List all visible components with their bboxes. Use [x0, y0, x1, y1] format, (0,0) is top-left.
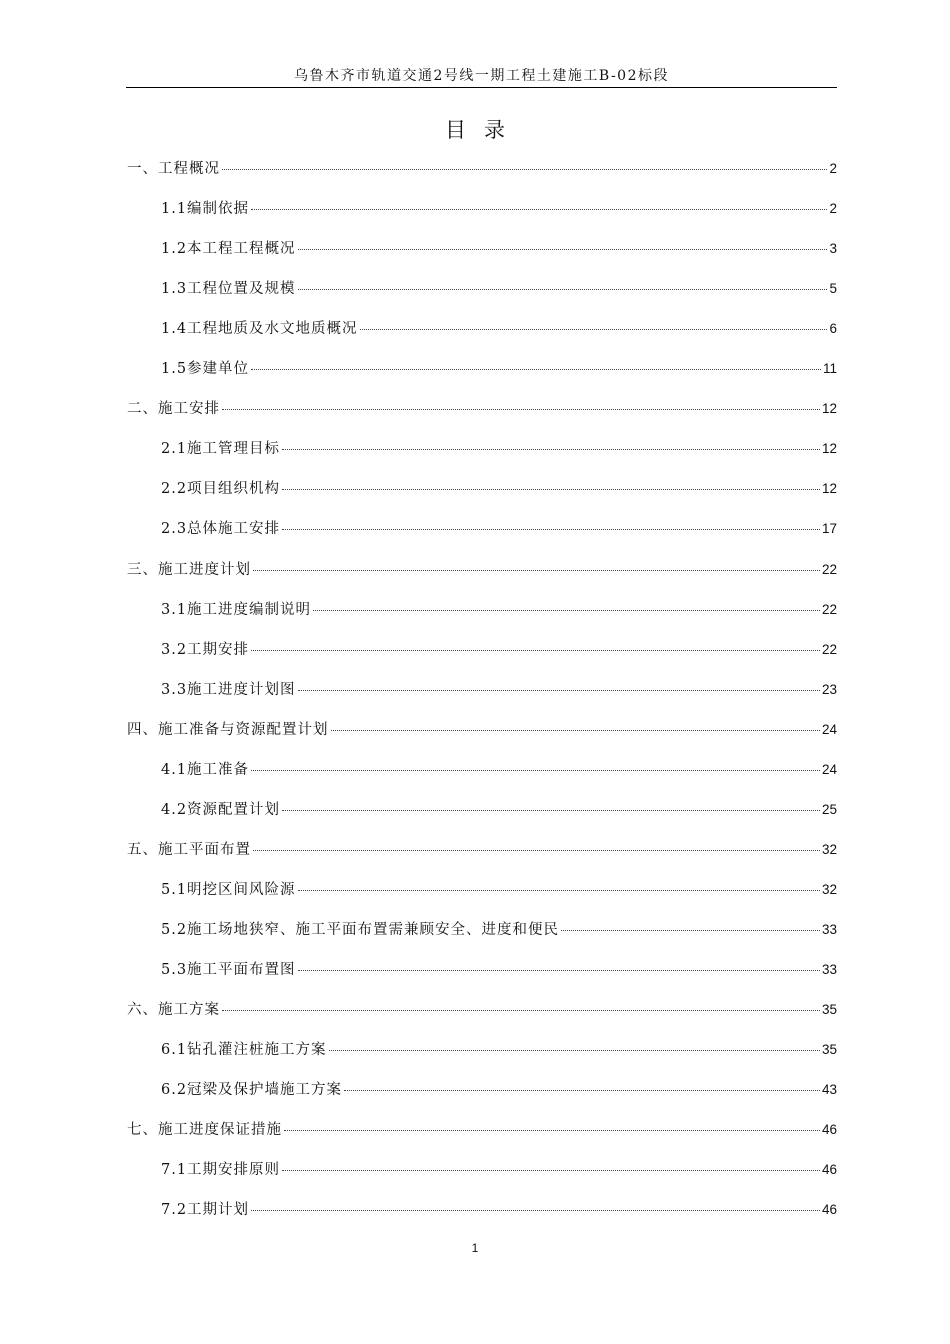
toc-entry-page: 46 [821, 1162, 837, 1178]
toc-entry-label: 1.2本工程工程概况 [161, 241, 296, 258]
toc-entry[interactable] [161, 1200, 837, 1220]
toc-dot-leader [251, 199, 827, 210]
toc-entry-page: 35 [821, 1042, 837, 1058]
toc-dot-leader [561, 920, 820, 931]
toc-entry[interactable] [161, 680, 837, 700]
toc-entry-label: 2.3总体施工安排 [161, 521, 281, 538]
toc-dot-leader [251, 640, 820, 651]
toc-dot-leader [251, 1200, 820, 1211]
toc-dot-leader [298, 279, 828, 290]
toc-entry-label: 7.2工期计划 [161, 1202, 250, 1219]
toc-dot-leader [298, 880, 820, 891]
toc-entry-page: 6 [829, 321, 837, 337]
toc-entry[interactable] [161, 359, 837, 379]
toc-entry-label: 3.3施工进度计划图 [161, 681, 296, 698]
toc-entry-page: 32 [821, 881, 837, 897]
toc-entry-page: 22 [821, 561, 837, 577]
toc-entry-label: 1.5参建单位 [161, 361, 250, 378]
toc-entry-label: 一、工程概况 [127, 161, 220, 177]
toc-entry-label: 1.3工程位置及规模 [161, 281, 296, 298]
toc-entry-label: 1.4工程地质及水文地质概况 [161, 321, 358, 338]
toc-entry[interactable] [127, 399, 837, 419]
toc-entry-label: 2.2项目组织机构 [161, 481, 281, 498]
toc-entry[interactable] [161, 319, 837, 339]
toc-dot-leader [298, 239, 828, 250]
toc-entry-page: 24 [821, 761, 837, 777]
toc-dot-leader [253, 560, 820, 571]
toc-entry-page: 12 [821, 481, 837, 497]
toc-entry-label: 6.1钻孔灌注桩施工方案 [161, 1042, 327, 1059]
toc-entry-page: 35 [821, 1002, 837, 1018]
toc-dot-leader [222, 159, 827, 170]
toc-entry[interactable] [161, 519, 837, 539]
toc-entry-page: 22 [821, 641, 837, 657]
toc-dot-leader [282, 800, 820, 811]
toc-entry-page: 25 [821, 801, 837, 817]
toc-entry-label: 二、施工安排 [127, 401, 220, 418]
toc-entry[interactable] [161, 880, 837, 900]
toc-dot-leader [251, 359, 821, 370]
toc-entry-page: 11 [822, 361, 837, 377]
toc-entry-page: 23 [821, 681, 837, 697]
header-rule [126, 87, 837, 88]
toc-dot-leader [298, 960, 820, 971]
toc-dot-leader [251, 760, 820, 771]
toc-dot-leader [282, 519, 820, 530]
toc-entry[interactable] [161, 199, 837, 219]
toc-entry-page: 2 [829, 201, 837, 217]
toc-entry-label: 五、施工平面布置 [127, 841, 251, 858]
toc-entry-label: 4.2资源配置计划 [161, 801, 281, 818]
toc-entry-page: 33 [821, 962, 837, 977]
page-number: 1 [471, 1241, 479, 1255]
toc-entry-page: 46 [821, 1202, 837, 1218]
toc-entry[interactable] [161, 920, 837, 940]
toc-dot-leader [284, 1120, 820, 1131]
toc-entry-page: 22 [821, 601, 837, 617]
toc-entry-label: 4.1施工准备 [161, 761, 250, 778]
toc-entry-label: 2.1施工管理目标 [161, 441, 281, 458]
toc-entry-page: 33 [821, 921, 837, 937]
toc-entry-page: 17 [821, 521, 837, 537]
toc-entry[interactable] [161, 1040, 837, 1060]
toc-dot-leader [222, 399, 820, 410]
toc-dot-leader [222, 1000, 820, 1011]
toc-entry[interactable] [161, 279, 837, 299]
toc-entry[interactable] [127, 840, 837, 860]
toc-entry[interactable] [127, 159, 837, 179]
toc-entry-page: 43 [821, 1082, 837, 1098]
toc-entry[interactable] [161, 640, 837, 660]
toc-entry-page: 46 [821, 1122, 837, 1138]
toc-entry[interactable] [161, 239, 837, 259]
toc-entry[interactable] [127, 720, 837, 740]
toc-dot-leader [344, 1080, 820, 1091]
toc-dot-leader [282, 439, 820, 450]
toc-entry-label: 3.1施工进度编制说明 [161, 601, 312, 618]
toc-entry[interactable] [161, 1080, 837, 1100]
toc-entry[interactable] [161, 600, 837, 620]
toc-entry-label: 5.3施工平面布置图 [161, 962, 296, 978]
toc-entry-label: 5.2施工场地狭窄、施工平面布置需兼顾安全、进度和便民 [161, 921, 560, 938]
toc-entry[interactable] [161, 479, 837, 499]
toc-dot-leader [329, 1040, 820, 1051]
running-header: 乌鲁木齐市轨道交通2号线一期工程土建施工B-02标段 [294, 68, 669, 84]
toc-entry-page: 12 [821, 401, 837, 417]
toc-entry-page: 12 [821, 441, 837, 457]
toc-entry-label: 七、施工进度保证措施 [127, 1122, 282, 1139]
toc-entry-label: 1.1编制依据 [161, 201, 250, 218]
toc-entry[interactable] [161, 760, 837, 780]
toc-entry-page: 24 [821, 721, 837, 737]
toc-dot-leader [331, 720, 820, 731]
toc-entry[interactable] [161, 800, 837, 820]
toc-entry-page: 3 [829, 241, 837, 257]
toc-entry-label: 3.2工期安排 [161, 641, 250, 658]
toc-dot-leader [313, 600, 820, 611]
toc-dot-leader [282, 1160, 820, 1171]
toc-entry-label: 6.2冠梁及保护墙施工方案 [161, 1082, 343, 1099]
toc-entry[interactable] [161, 960, 837, 980]
toc-entry-label: 7.1工期安排原则 [161, 1162, 281, 1179]
toc-entry-label: 5.1明挖区间风险源 [161, 881, 296, 898]
toc-entry-label: 三、施工进度计划 [127, 561, 251, 578]
toc-entry-page: 5 [829, 281, 837, 297]
toc-entry[interactable] [127, 1120, 837, 1140]
toc-entry-label: 六、施工方案 [127, 1002, 220, 1019]
toc-dot-leader [253, 840, 820, 851]
toc-entry[interactable] [127, 560, 837, 580]
toc-entry[interactable] [127, 1000, 837, 1020]
toc-dot-leader [282, 479, 820, 490]
toc-entry-label: 四、施工准备与资源配置计划 [127, 721, 329, 738]
toc-entry[interactable] [161, 439, 837, 459]
toc-dot-leader [360, 319, 828, 330]
toc-title: 目录 [445, 118, 523, 142]
toc-entry-page: 2 [829, 161, 837, 176]
toc-entry-page: 32 [821, 841, 837, 857]
toc-dot-leader [298, 680, 820, 691]
toc-entry[interactable] [161, 1160, 837, 1180]
